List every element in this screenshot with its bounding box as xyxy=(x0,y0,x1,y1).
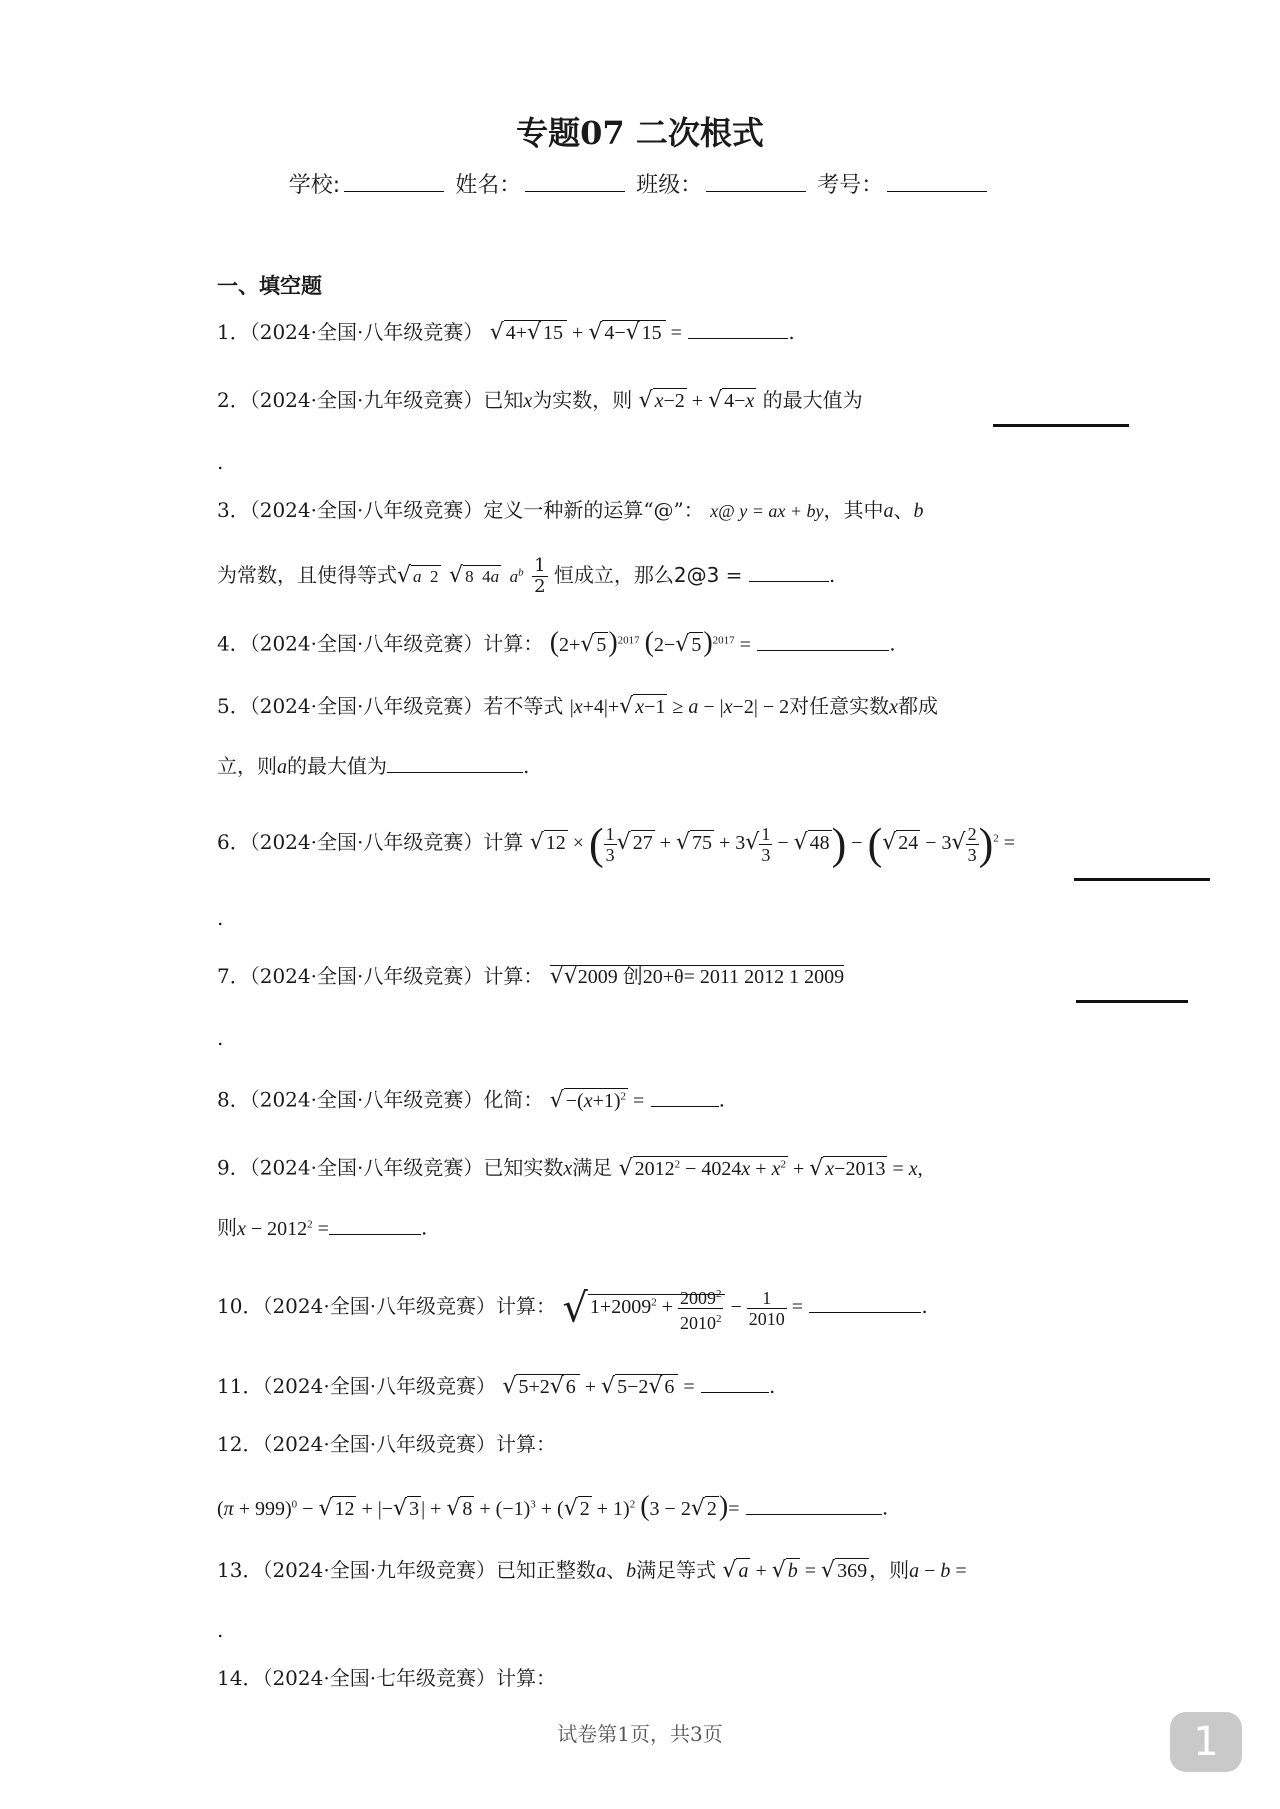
question-9-line-2: 则$x - 2012^2$ = . xyxy=(217,1215,428,1240)
answer-blank-4[interactable] xyxy=(757,630,889,651)
school-label: 学校: xyxy=(288,173,341,198)
question-6: 6．（2024·全国·八年级竞赛）计算 √ 12 × ( $\frac{1}{3}$ √ 27 + √ 75 + 3√ $\frac{1}{3}$ − √ 48) − (√ 24 − 3√ $\frac{2}{3}$ )$^2$ = xyxy=(217,819,1016,869)
answer-blank-2[interactable] xyxy=(993,424,1129,427)
answer-blank-8[interactable] xyxy=(651,1086,719,1107)
answer-blank-10[interactable] xyxy=(809,1292,921,1313)
question-14: 14．（2024·全国·七年级竞赛）计算： xyxy=(217,1666,557,1690)
number-label: 考号： xyxy=(817,173,884,198)
student-info-line xyxy=(0,168,1280,199)
question-12: 12．（2024·全国·八年级竞赛）计算： xyxy=(217,1432,557,1456)
answer-blank-6[interactable] xyxy=(1074,878,1210,881)
answer-blank-5[interactable] xyxy=(387,752,523,773)
question-1: 1．（2024·全国·八年级竞赛） √ 4+√ 15 + √ 4−√ 15 = . xyxy=(217,320,795,345)
answer-blank-12[interactable] xyxy=(746,1494,882,1515)
school-blank[interactable] xyxy=(344,173,444,192)
answer-blank-9[interactable] xyxy=(329,1214,421,1235)
section-heading-fill-blank: 一、填空题 xyxy=(217,274,322,298)
question-5-line-2: 立，则a的最大值为 . xyxy=(217,754,530,778)
question-3: 3．（2024·全国·八年级竞赛）定义一种新的运算“@”： x@ y = ax + by，其中a、b xyxy=(217,498,924,522)
question-5: 5．（2024·全国·八年级竞赛）若不等式 |x+4|+√ x−1 ≥ a − |x−2| − 2对任意实数x都成 xyxy=(217,694,938,719)
question-12-line-2: $(\pi + 999)^0$ − √ 12 + |−√ 3 | + √ $8 + (-1)^3$ + (√ 2 + 1)$^2$ (3 − 2√ 2)= . xyxy=(217,1490,889,1522)
question-10: 10．（2024·全国·八年级竞赛）计算： √ $1+2009^2$ + $\frac{2009^2}{2010^2}$ − $\frac{1}{2010}$ = . xyxy=(217,1285,928,1333)
number-blank[interactable] xyxy=(887,173,987,192)
answer-blank-3[interactable] xyxy=(749,561,829,582)
name-label: 姓名： xyxy=(455,173,522,198)
question-8: 8．（2024·全国·八年级竞赛）化简： √ $-(x+1)^2$ = . xyxy=(217,1087,726,1113)
question-11: 11．（2024·全国·八年级竞赛） √ 5+2√ 6 + √ 5−2√ 6 = . xyxy=(217,1374,776,1399)
answer-blank-11[interactable] xyxy=(701,1372,769,1393)
answer-blank-7[interactable] xyxy=(1076,1000,1188,1003)
question-2: 2．（2024·全国·九年级竞赛）已知x为实数，则 √ x−2 + √ 4−x 的最大值为 xyxy=(217,388,863,413)
name-blank[interactable] xyxy=(525,173,625,192)
page-footer: 试卷第1页，共3页 xyxy=(557,1722,723,1746)
question-4: 4．（2024·全国·八年级竞赛）计算： (2+√ 5)$^{2017}$ (2−√ 5)$^{2017}$ = . xyxy=(217,626,896,658)
page-number-badge[interactable]: 1 xyxy=(1170,1712,1242,1772)
class-blank[interactable] xyxy=(706,173,806,192)
page-title: 专题07 二次根式 xyxy=(516,114,764,152)
question-13: 13．（2024·全国·九年级竞赛）已知正整数a、b满足等式 √ a + √ b = √ 369 ，则a − b = xyxy=(217,1558,967,1583)
question-9: 9．（2024·全国·八年级竞赛）已知实数x满足 √ $2012^2 - 4024x + x^2$ + √ x−2013 = x, xyxy=(217,1155,923,1181)
class-label: 班级： xyxy=(636,173,703,198)
question-7: 7．（2024·全国·八年级竞赛）计算： √√2009 创20+θ= 2011 2012 1 2009 xyxy=(217,964,845,989)
answer-blank-1[interactable] xyxy=(688,318,788,339)
question-3-line-2: 为常数，且使得等式√ a 2 √ 8 4a $a^b$ $\frac{1}{2}$ 恒成立，那么2@3 = . xyxy=(217,555,836,597)
